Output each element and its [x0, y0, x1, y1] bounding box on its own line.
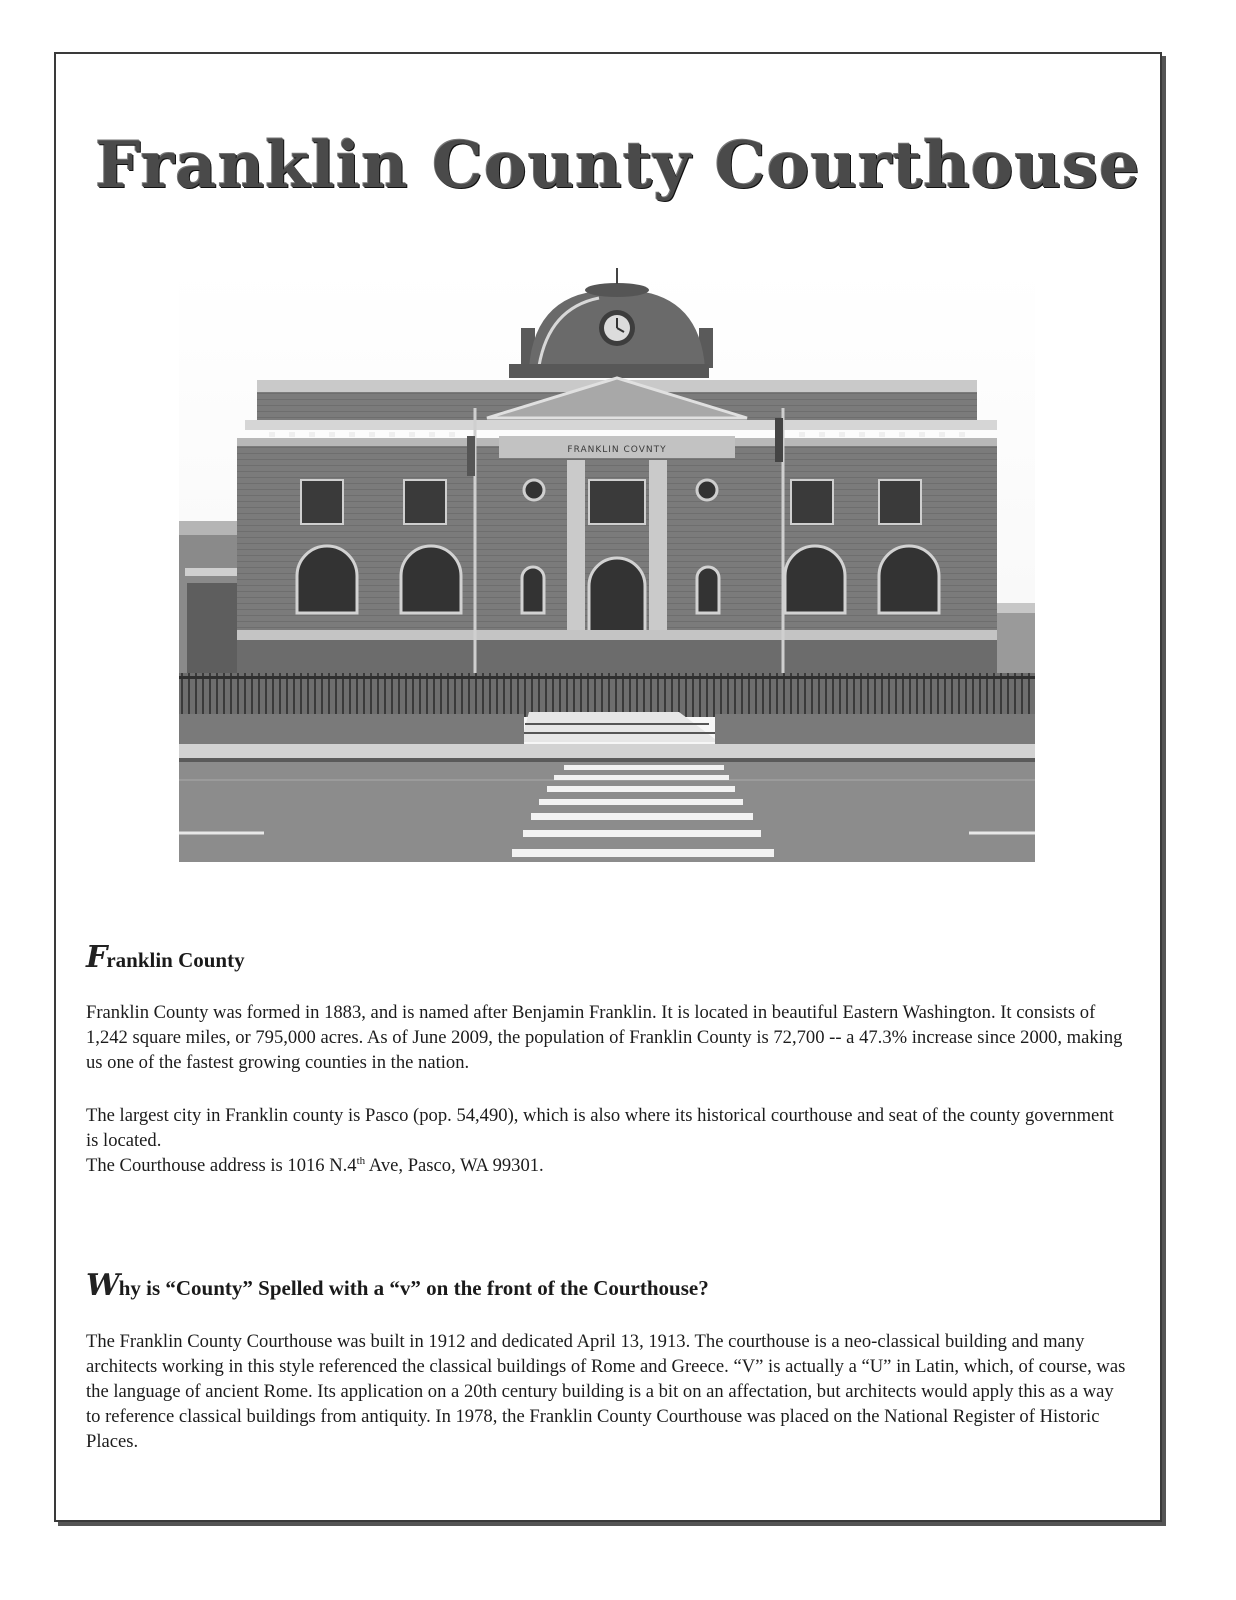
paragraph-county-facts: Franklin County was formed in 1883, and is named after Benjamin Franklin. It is located in beautiful Eastern Washington. It consists of 1,242 square miles, or 795,000 acres. As of June 2009, the population of Franklin County is 72,700 -- a 47.3% increase since 2000, making us one of the fastest growing counties in the nation.	[86, 1002, 1123, 1073]
heading-initial: F	[86, 940, 107, 975]
address-text-end: Ave, Pasco, WA 99301.	[365, 1155, 544, 1176]
paragraph-largest-city: The largest city in Franklin county is Pasco (pop. 54,490), which is also where its historical courthouse and seat of the county government is located.	[86, 1105, 1114, 1151]
paragraph-courthouse-history: The Franklin County Courthouse was built in 1912 and dedicated April 13, 1913. The courthouse is a neo-classical building and many architects working in this style referenced the classical buildings of Rome and Greece. “V” is actually a “U” in Latin, which, of course, was the language of ancient Rome. Its application on a 20th century building is a bit on an affectation, but architects would apply this as a way to reference classical buildings from antiquity. In 1978, the Franklin County Courthouse was placed on the National Register of Historic Places.	[86, 1331, 1126, 1452]
heading-text: ranklin County	[106, 948, 245, 972]
address-text: The Courthouse address is 1016 N.4	[86, 1155, 357, 1176]
section-heading-franklin-county	[86, 940, 245, 975]
heading-initial: W	[86, 1268, 119, 1303]
address-ordinal: th	[356, 1154, 366, 1167]
section-heading-why-v	[86, 1268, 709, 1303]
facade-inscription: FRANKLIN COVNTY	[567, 445, 667, 455]
page-title: Franklin County Courthouse	[95, 128, 1141, 203]
courthouse-photo	[179, 268, 1035, 862]
paragraph-address	[86, 1153, 1126, 1178]
heading-text: hy is “County” Spelled with a “v” on the front of the Courthouse?	[118, 1276, 709, 1300]
